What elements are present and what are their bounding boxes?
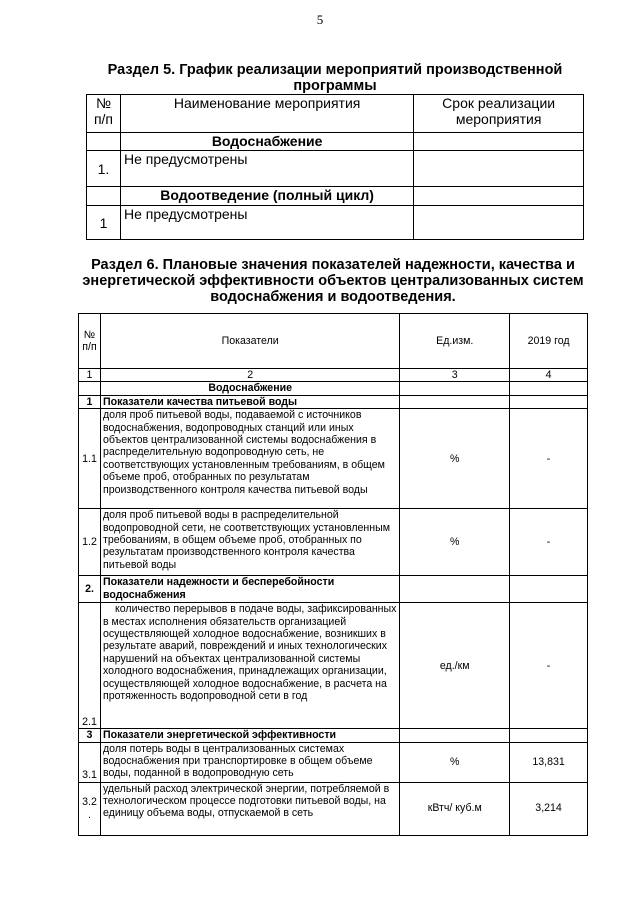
section6-title: Раздел 6. Плановые значения показателей надежности, качества и энергетической эффективности объектов централизованных систем водоснабжения и водоотведения. xyxy=(82,257,584,305)
row-name: Не предусмотрены xyxy=(120,151,413,187)
group-row xyxy=(87,133,584,151)
row-num: 1.1 xyxy=(79,409,101,509)
table-row xyxy=(87,151,584,187)
group-wastewater: Водоотведение (полный цикл) xyxy=(120,187,413,206)
table-header-row xyxy=(87,95,584,133)
table-row xyxy=(87,206,584,240)
row-num: 2. xyxy=(79,576,101,603)
row-num: 1 xyxy=(79,395,101,408)
row-name: количество перерывов в подаче воды, зафиксированных в местах исполнения обязательств организацией осуществляющей холодное водоснабжение, возникших в результате аварий, повреждений и иных технологических нарушений на объектах централизованной системы холодного водоснабжения, принадлежащих организации, осуществляющей холодное водоснабжение, в расчета на протяженность водопроводной сети в год xyxy=(100,603,399,729)
row-name: Показатели качества питьевой воды xyxy=(100,395,399,408)
colnum: 2 xyxy=(100,369,399,382)
subgroup-row xyxy=(79,576,588,603)
row-num: 3 xyxy=(79,729,101,742)
row-value: 3,214 xyxy=(510,782,588,835)
row-unit: кВтч/ куб.м xyxy=(400,782,510,835)
colnum: 3 xyxy=(400,369,510,382)
row-name: Показатели надежности и бесперебойности водоснабжения xyxy=(100,576,399,603)
subgroup-row xyxy=(79,729,588,742)
table-row xyxy=(79,782,588,835)
row-name: доля проб питьевой воды в распределительной водопроводной сети, не соответствующих установленным требованиям, в общем объеме проб, отобранных по результатам производственного контроля качества питьевой воды xyxy=(100,509,399,576)
row-value: - xyxy=(510,409,588,509)
row-name: Показатели энергетической эффективности xyxy=(100,729,399,742)
row-value: - xyxy=(510,509,588,576)
header-num: № п/п xyxy=(79,314,101,369)
row-unit: % xyxy=(400,509,510,576)
table-row xyxy=(79,742,588,782)
row-term xyxy=(414,206,584,240)
group-water-supply: Водоснабжение xyxy=(100,382,399,395)
table-header-row xyxy=(79,314,588,369)
colnum: 4 xyxy=(510,369,588,382)
header-name: Наименование мероприятия xyxy=(120,95,413,133)
subgroup-row xyxy=(79,395,588,408)
group-row xyxy=(87,187,584,206)
row-unit: % xyxy=(400,409,510,509)
header-unit: Ед.изм. xyxy=(400,314,510,369)
group-row xyxy=(79,382,588,395)
row-num: 1 xyxy=(87,206,121,240)
page-number: 5 xyxy=(316,12,324,27)
row-num: 2.1 xyxy=(79,603,101,729)
table-row xyxy=(79,409,588,509)
row-name: Не предусмотрены xyxy=(120,206,413,240)
header-term: Срок реализации мероприятия xyxy=(414,95,584,133)
row-num: 3.1 xyxy=(79,742,101,782)
row-value: - xyxy=(510,603,588,729)
row-num: 1.2 xyxy=(79,509,101,576)
section6-table xyxy=(78,313,588,836)
row-value: 13,831 xyxy=(510,742,588,782)
row-term xyxy=(414,151,584,187)
table-row xyxy=(79,509,588,576)
section5-title: Раздел 5. График реализации мероприятий производственной программы xyxy=(107,62,563,94)
row-unit: ед./км xyxy=(400,603,510,729)
row-name: доля проб питьевой воды, подаваемой с источников водоснабжения, водопроводных станций или иных объектов централизованной системы водоснабжения в распределительную водопроводную сеть, не соответствующих установленным требованиям, в общем объеме проб, отобранных по результатам производственного контроля качества питьевой воды xyxy=(100,409,399,509)
section5-table xyxy=(86,94,584,240)
row-num: 3.2 . xyxy=(79,782,101,835)
group-water-supply: Водоснабжение xyxy=(120,133,413,151)
header-year: 2019 год xyxy=(510,314,588,369)
column-numbers-row xyxy=(79,369,588,382)
header-indicators: Показатели xyxy=(100,314,399,369)
row-unit: % xyxy=(400,742,510,782)
table-row xyxy=(79,603,588,729)
row-name: доля потерь воды в централизованных системах водоснабжения при транспортировке в общем объеме воды, поданной в водопроводную сеть xyxy=(100,742,399,782)
row-name: удельный расход электрической энергии, потребляемой в технологическом процессе подготовки питьевой воды, на единицу объема воды, отпускаемой в сеть xyxy=(100,782,399,835)
colnum: 1 xyxy=(79,369,101,382)
header-num: № п/п xyxy=(87,95,121,133)
row-num: 1. xyxy=(87,151,121,187)
